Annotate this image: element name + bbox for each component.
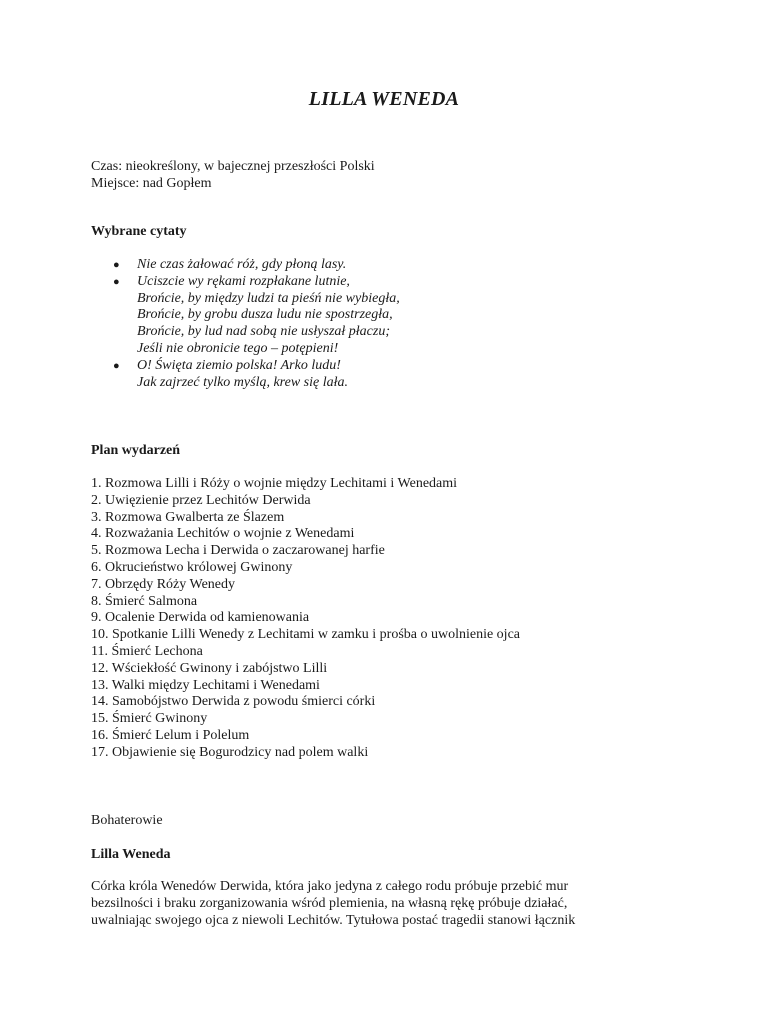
quote-line: Jeśli nie obronicie tego – potępieni! (137, 340, 339, 356)
plan-item: 17. Objawienie się Bogurodzicy nad polem walki (91, 744, 369, 760)
quote-line: Brońcie, by grobu dusza ludu nie spostrzegła, (137, 307, 393, 323)
hero-description (91, 879, 651, 929)
description-line: bezsilności i braku zorganizowania wśród plemienia, na własną rękę próbuje działać, (91, 895, 568, 911)
place-line: Miejsce: nad Gopłem (91, 175, 212, 191)
quote-line: O! Święta ziemio polska! Arko ludu! (137, 357, 341, 373)
quotes-list (91, 257, 400, 391)
plan-item: 11. Śmierć Lechona (91, 643, 203, 659)
bullet-icon: ● (113, 359, 120, 372)
plan-list (91, 476, 520, 762)
time-line: Czas: nieokreślony, w bajecznej przeszłości Polski (91, 159, 375, 174)
quote-line: Uciszcie wy rękami rozpłakane lutnie, (137, 273, 350, 289)
plan-item: 15. Śmierć Gwinony (91, 711, 208, 727)
plan-item: 8. Śmierć Salmona (91, 593, 198, 609)
quotes-heading: Wybrane cytaty (91, 224, 187, 239)
bullet-icon: ● (113, 259, 120, 271)
setting-info (91, 159, 375, 192)
plan-item: 16. Śmierć Lelum i Polelum (91, 727, 250, 743)
heroes-label: Bohaterowie (91, 813, 163, 828)
plan-heading: Plan wydarzeń (91, 443, 181, 458)
quote-item (91, 257, 400, 274)
plan-item: 12. Wściekłość Gwinony i zabójstwo Lilli (91, 660, 328, 676)
description-line: uwalniając swojego ojca z niewoli Lechitów. Tytułowa postać tragedii stanowi łącznik (91, 912, 576, 928)
bullet-icon: ● (113, 275, 120, 288)
plan-item: 13. Walki między Lechitami i Wenedami (91, 677, 320, 693)
plan-item: 1. Rozmowa Lilli i Róży o wojnie między Lechitami i Wenedami (91, 476, 458, 491)
quote-line: Brońcie, by lud nad sobą nie usłyszał płaczu; (137, 324, 391, 340)
quote-item (91, 358, 400, 392)
plan-item: 4. Rozważania Lechitów o wojnie z Wenedami (91, 526, 355, 542)
plan-item: 10. Spotkanie Lilli Wenedy z Lechitami w zamku i prośba o uwolnienie ojca (91, 627, 521, 643)
quote-line: Nie czas żałować róż, gdy płoną lasy. (137, 257, 347, 272)
plan-item: 2. Uwięzienie przez Lechitów Derwida (91, 492, 311, 508)
plan-item: 3. Rozmowa Gwalberta ze Ślazem (91, 509, 285, 525)
plan-item: 6. Okrucieństwo królowej Gwinony (91, 559, 293, 575)
hero-name: Lilla Weneda (91, 847, 171, 862)
plan-item: 7. Obrzędy Róży Wenedy (91, 576, 236, 592)
plan-item: 5. Rozmowa Lecha i Derwida o zaczarowanej harfie (91, 543, 385, 559)
plan-item: 14. Samobójstwo Derwida z powodu śmierci córki (91, 694, 376, 710)
quote-item (91, 274, 400, 358)
quote-line: Brońcie, by między ludzi ta pieśń nie wybiegła, (137, 290, 400, 306)
description-line: Córka króla Wenedów Derwida, która jako jedyna z całego rodu próbuje przebić mur (91, 879, 569, 894)
document-title: LILLA WENEDA (308, 88, 460, 110)
plan-item: 9. Ocalenie Derwida od kamienowania (91, 610, 310, 626)
quote-line: Jak zajrzeć tylko myślą, krew się lała. (137, 374, 348, 390)
